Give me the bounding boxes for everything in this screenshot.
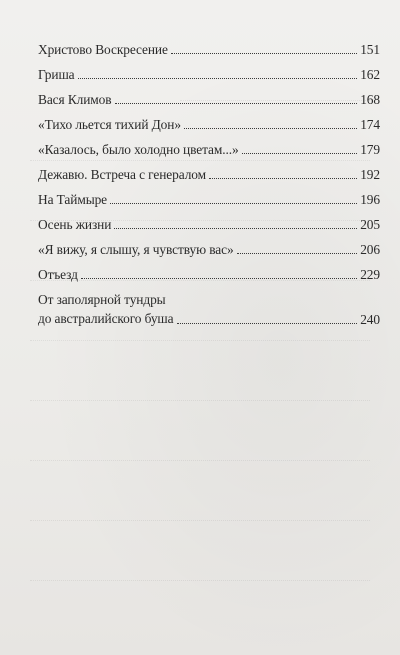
toc-entry-title: Осень жизни <box>38 217 112 232</box>
dot-leader <box>114 228 357 229</box>
dot-leader <box>115 103 358 104</box>
toc-entry-title: «Тихо льется тихий Дон» <box>38 117 181 132</box>
toc-entry-page: 151 <box>360 42 380 57</box>
toc-entry <box>38 40 380 58</box>
toc-entry-page: 174 <box>360 117 380 132</box>
toc-entry-page: 205 <box>360 217 380 232</box>
dot-leader <box>237 253 358 254</box>
dot-leader <box>184 128 357 129</box>
dot-leader <box>209 178 357 179</box>
toc-entry-title: Гриша <box>38 67 75 82</box>
dot-leader <box>110 203 357 204</box>
toc-entry-title: «Я вижу, я слышу, я чувствую вас» <box>38 242 234 257</box>
dot-leader <box>171 53 357 54</box>
dot-leader <box>78 78 358 79</box>
toc-entry-page: 206 <box>360 242 380 257</box>
toc-entry-title-block <box>38 290 174 328</box>
dot-leader <box>177 323 358 324</box>
toc-entry-page: 192 <box>360 167 380 182</box>
toc-entry-title-line2: до австралийского буша <box>38 311 174 326</box>
toc-entry-title: Отъезд <box>38 267 78 282</box>
toc-entry <box>38 215 380 233</box>
toc-entry-title: «Казалось, было холодно цветам...» <box>38 142 239 157</box>
dot-leader <box>242 153 358 154</box>
dot-leader <box>81 278 357 279</box>
toc-entry-two-line <box>38 290 380 328</box>
toc-entry <box>38 65 380 83</box>
toc-entry <box>38 165 380 183</box>
toc-entry-title: На Таймыре <box>38 192 108 207</box>
toc-entry-title: Вася Климов <box>38 92 112 107</box>
toc-entry-title-line1: От заполярной тундры <box>38 292 166 307</box>
toc-entry <box>38 140 380 158</box>
toc-entry <box>38 190 380 208</box>
toc-entry <box>38 265 380 283</box>
toc-entry-page: 168 <box>360 92 380 107</box>
toc-entry <box>38 240 380 258</box>
toc-entry-title: Христово Воскресение <box>38 42 168 57</box>
toc-entry-title: Дежавю. Встреча с генералом <box>38 167 206 182</box>
toc-entry-page: 162 <box>360 67 380 82</box>
toc-entry <box>38 90 380 108</box>
toc-entry-page: 240 <box>360 312 380 327</box>
toc-entry-page: 196 <box>360 192 380 207</box>
toc-entry-page: 229 <box>360 267 380 282</box>
toc-entry-page: 179 <box>360 142 380 157</box>
toc-entry <box>38 115 380 133</box>
